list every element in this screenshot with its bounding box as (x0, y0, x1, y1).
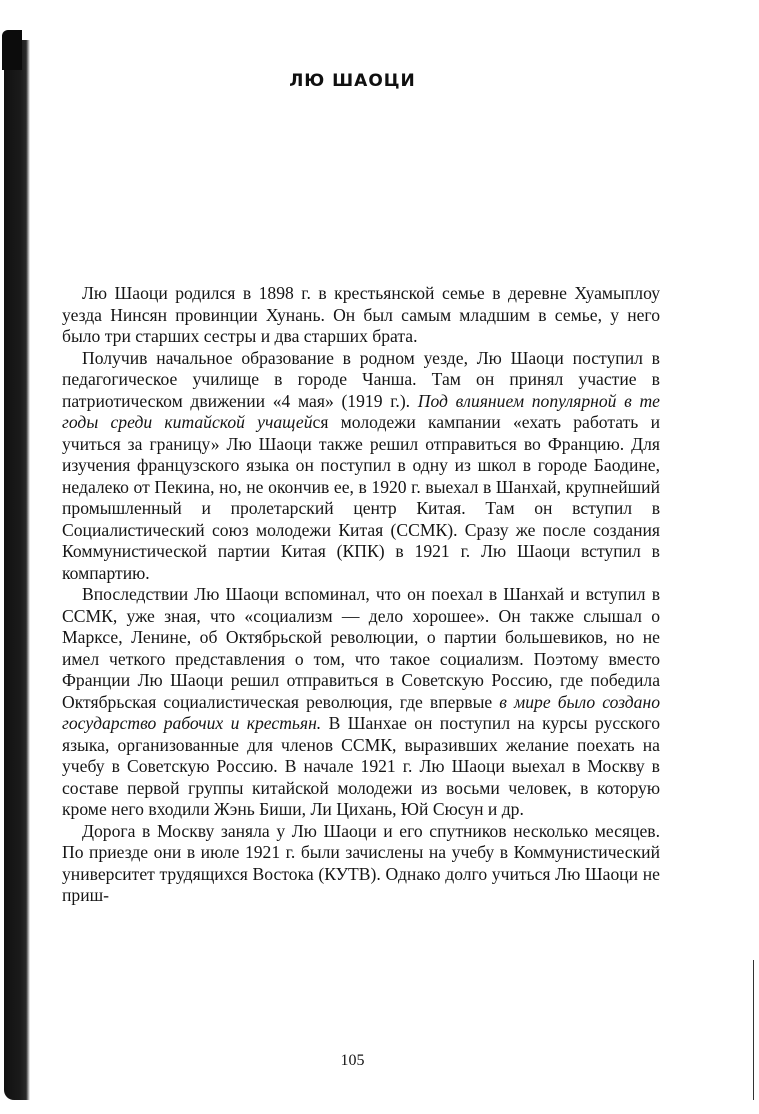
paragraph (62, 821, 660, 907)
paragraph-text: В Шанхае он поступил на курсы русского языка, организованные для членов ССМК, выразивших желание поехать на учебу в Советскую Россию. В начале 1921 г. Лю Шаоци выехал в Москву в составе первой группы китайской молодежи из восьми человек, в которую кроме него входили Жэнь Биши, Ли Цихань, Юй Сюсун и др. (62, 713, 660, 819)
paragraph-italic-text: Под влиянием популярной в те годы среди китайской учащей (62, 390, 660, 432)
scan-binding-shadow (4, 40, 30, 1100)
body-text (62, 283, 660, 907)
paragraph (62, 584, 660, 821)
paragraph-text: Впоследствии Лю Шаоци вспоминал, что он поехал в Шанхай и вступил в ССМК, уже зная, что «социализм — дело хорошее». Он также слышал о Марксе, Ленине, об Октябрьской революции, о партии большевиков, но не имел четкого представления о том, что такое социализм. Поэтому вместо Франции Лю Шаоци решил отправиться в Советскую Россию, где победила Октябрьская социалистическая революция, где впервые (62, 584, 660, 712)
chapter-title: ЛЮ ШАОЦИ (289, 71, 416, 91)
paragraph (62, 283, 660, 348)
paragraph-text: Лю Шаоци родился в 1898 г. в крестьянской семье в деревне Хуамыплоу уезда Нинсян провинции Хунань. Он был самым младшим в семье, у него было три старших сестры и два старших брата. (62, 283, 660, 346)
paragraph-text: Получив начальное образование в родном уезде, Лю Шаоци поступил в педагогическое училище в городе Чанша. Там он принял участие в патриотическом движении «4 мая» (1919 г.). (62, 347, 660, 411)
paragraph (62, 348, 660, 585)
scan-binding-shadow-top (2, 30, 22, 70)
scan-edge-line (753, 960, 754, 1100)
paragraph-italic-text: в мире было создано государство рабочих и крестьян. (62, 691, 661, 733)
page-number: 105 (340, 1052, 365, 1069)
paragraph-text: Дорога в Москву заняла у Лю Шаоци и его спутников несколько месяцев. По приезде они в июле 1921 г. были зачислены на учебу в Коммунистический университет трудящихся Востока (КУТВ). Однако долго учиться Лю Шаоци не приш- (62, 820, 660, 905)
paragraph-text: ся молодежи кампании «ехать работать и учиться за границу» Лю Шаоци также решил отправиться во Францию. Для изучения французского языка он поступил в одну из школ в городе Баодине, недалеко от Пекина, но, не окончив ее, в 1920 г. выехал в Шанхай, крупнейший промышленный и пролетарский центр Китая. Там он вступил в Социалистический союз молодежи Китая (ССМК). Сразу же после создания Коммунистической партии Китая (КПК) в 1921 г. Лю Шаоци вступил в компартию. (62, 412, 660, 583)
